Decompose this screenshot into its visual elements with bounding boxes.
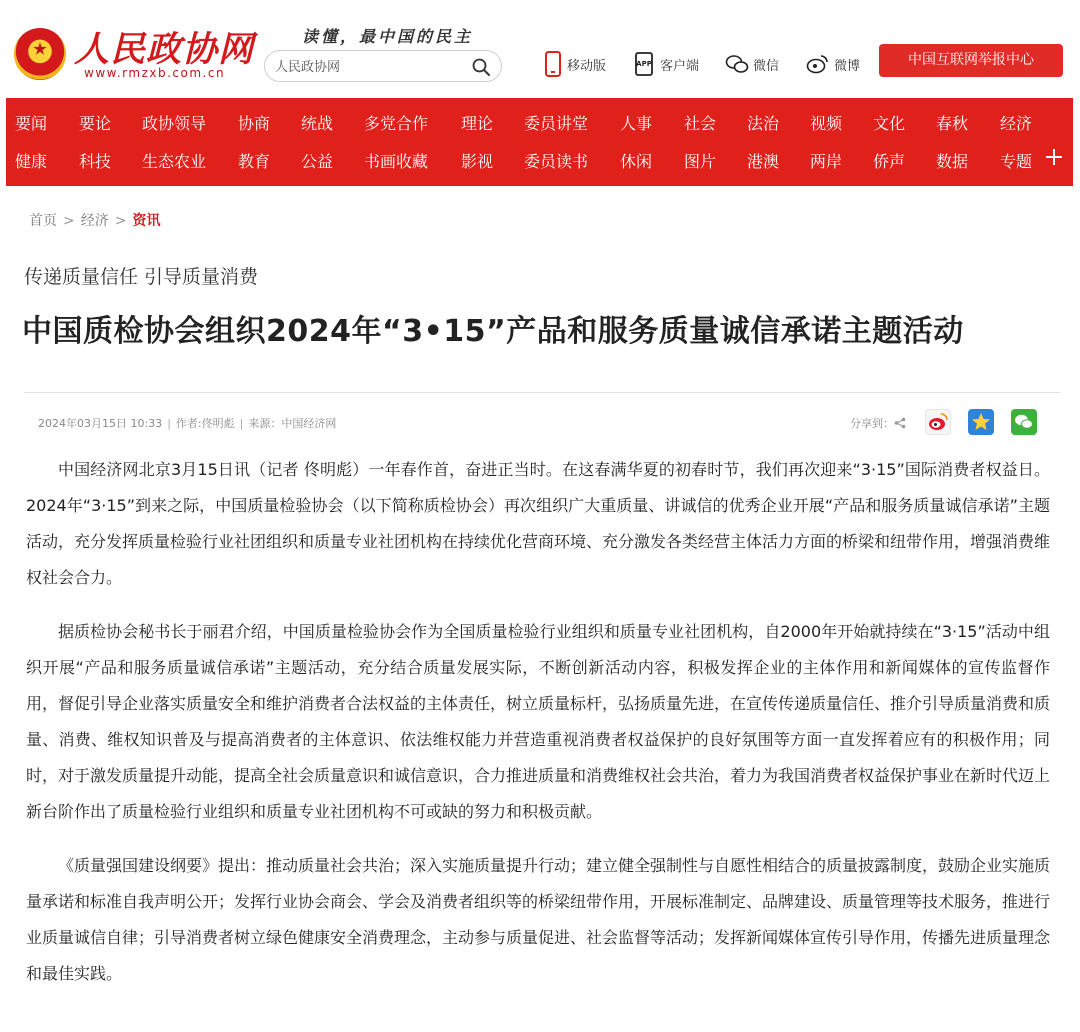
qzone-star-icon	[968, 409, 994, 435]
tool-app-label: 客户端	[660, 58, 700, 74]
logo-name: 人民政协网	[74, 29, 255, 70]
article-paragraph: 《质量强国建设纲要》提出：推动质量社会共治；深入实施质量提升行动；建立健全强制性与自愿性相结合的质量披露制度，鼓励企业实施质量承诺和标准自我声明公开；发挥行业协会商会、学会及消费者组织等的桥梁纽带作用，开展标准制定、品牌建设、质量管理等技术服务，推进行业质量诚信自律；引导消费者树立绿色健康安全消费理念，主动参与质量促进、社会监督等活动；发挥新闻媒体宣传引导作用，传播先进质量理念和最佳实践。	[26, 856, 1051, 983]
share-qzone-button[interactable]	[968, 409, 994, 435]
nav-item[interactable]: 两岸	[810, 152, 843, 171]
article-source: 来源：中国经济网	[248, 417, 337, 430]
tool-app[interactable]	[634, 50, 699, 78]
nav-item[interactable]: 委员读书	[524, 152, 589, 171]
nav-item[interactable]: 健康	[15, 152, 48, 171]
nav-item[interactable]: 委员讲堂	[524, 114, 589, 133]
nav-item[interactable]: 科技	[79, 152, 112, 171]
nav-item[interactable]: 人事	[620, 114, 653, 133]
nav-item[interactable]: 政协领导	[142, 114, 207, 133]
nav-more-plus-icon[interactable]	[1044, 147, 1064, 167]
nav-item[interactable]: 法治	[747, 114, 780, 133]
article-meta: 2024年03月15日 10:33 | 作者:佟明彪 | 来源：中国经济网	[38, 417, 337, 430]
nav-item[interactable]: 要闻	[15, 114, 48, 133]
nav-item[interactable]: 公益	[301, 152, 334, 171]
nav-item[interactable]: 协商	[238, 114, 271, 133]
share-icon	[894, 417, 906, 429]
breadcrumb-home[interactable]: 首页	[29, 213, 57, 229]
nav-item[interactable]: 数据	[936, 152, 969, 171]
nav-row-1	[6, 105, 1073, 143]
nav-item[interactable]: 统战	[301, 114, 334, 133]
share-wechat-button[interactable]	[1011, 409, 1037, 435]
svg-text:APP: APP	[636, 60, 652, 68]
nav-item[interactable]: 影视	[461, 152, 494, 171]
nav-item[interactable]: 经济	[1000, 114, 1033, 133]
nav-item[interactable]: 图片	[684, 152, 717, 171]
nav-item[interactable]: 专题	[1000, 152, 1033, 171]
site-slogan: 读懂，最中国的民主	[302, 27, 474, 46]
article-paragraph: 据质检协会秘书长于丽君介绍，中国质量检验协会作为全国质量检验行业组织和质量专业社团机构，自2000年开始就持续在“3·15”活动中组织开展“产品和服务质量诚信承诺”主题活动，充分结合质量发展实际，不断创新活动内容，积极发挥企业的主体作用和新闻媒体的宣传监督作用，督促引导企业落实质量安全和维护消费者合法权益的主体责任，树立质量标杆，弘扬质量先进，在宣传传递质量信任、推介引导质量消费和质量、消费、维权知识普及与提高消费者的主体意识、依法维权能力并营造重视消费者权益保护的良好氛围等方面一直发挥着应有的积极作用；同时，对于激发质量提升动能，提高全社会质量意识和诚信意识，合力推进质量和消费维权社会共治，着力为我国消费者权益保护事业在新时代迈上新台阶作出了质量检验行业组织和质量专业社团机构不可或缺的努力和积极贡献。	[26, 622, 1051, 821]
tool-weibo[interactable]	[806, 50, 860, 78]
tool-wechat-label: 微信	[753, 58, 780, 74]
tool-mobile[interactable]	[543, 50, 606, 78]
nav-item[interactable]: 视频	[810, 114, 843, 133]
breadcrumb-economy[interactable]: 经济	[80, 213, 109, 229]
cppcc-emblem-icon	[14, 28, 66, 80]
wechat-icon	[1011, 409, 1037, 435]
share-bar	[850, 415, 906, 431]
tool-mobile-label: 移动版	[567, 58, 607, 74]
article-subtitle: 传递质量信任 引导质量消费	[24, 266, 259, 288]
search-input[interactable]	[275, 57, 465, 77]
breadcrumb-separator: >	[63, 213, 75, 229]
nav-item[interactable]: 教育	[238, 152, 271, 171]
share-weibo-button[interactable]	[925, 409, 951, 435]
nav-item[interactable]: 春秋	[936, 114, 969, 133]
wechat-icon	[725, 53, 749, 75]
report-center-button[interactable]: 中国互联网举报中心	[879, 44, 1063, 77]
site-header	[0, 0, 1080, 98]
logo-url: www.rmzxb.com.cn	[84, 66, 226, 80]
article-body	[26, 452, 1050, 1010]
nav-item[interactable]: 港澳	[747, 152, 780, 171]
breadcrumb-separator: >	[114, 213, 127, 229]
article-paragraph: 中国经济网北京3月15日讯（记者 佟明彪）一年春作首，奋进正当时。在这春满华夏的初春时节，我们再次迎来“3·15”国际消费者权益日。2024年“3·15”到来之际，中国质量检验协会（以下简称质检协会）再次组织广大重质量、讲诚信的优秀企业开展“产品和服务质量诚信承诺”主题活动，充分发挥质量检验行业社团组织和质量专业社团机构在持续优化营商环境、充分激发各类经营主体活力方面的桥梁和纽带作用，增强消费维权社会合力。	[26, 460, 1051, 587]
nav-item[interactable]: 理论	[461, 114, 494, 133]
weibo-icon	[926, 410, 950, 434]
nav-item[interactable]: 侨声	[873, 152, 906, 171]
nav-item[interactable]: 书画收藏	[364, 152, 429, 171]
article-author: 作者:佟明彪	[175, 417, 235, 430]
nav-item[interactable]: 休闲	[620, 152, 653, 171]
app-icon	[634, 52, 656, 76]
main-nav	[6, 98, 1073, 186]
nav-item[interactable]: 要论	[79, 114, 112, 133]
mobile-icon	[543, 51, 563, 77]
article-date: 2024年03月15日 10:33	[38, 417, 163, 430]
title-divider	[24, 392, 1060, 393]
nav-item[interactable]: 文化	[873, 114, 906, 133]
search-box	[264, 50, 502, 82]
breadcrumb-current[interactable]: 资讯	[132, 213, 161, 229]
nav-item[interactable]: 生态农业	[142, 152, 207, 171]
search-icon[interactable]	[471, 57, 491, 77]
breadcrumb	[29, 210, 160, 230]
weibo-icon	[806, 53, 830, 75]
tool-weibo-label: 微博	[834, 58, 861, 74]
nav-row-2	[6, 143, 1073, 181]
nav-item[interactable]: 社会	[684, 114, 717, 133]
nav-item[interactable]: 多党合作	[364, 114, 429, 133]
tool-wechat[interactable]	[725, 50, 779, 78]
article-title: 中国质检协会组织2024年“3•15”产品和服务质量诚信承诺主题活动	[22, 314, 964, 349]
share-label: 分享到：	[850, 417, 894, 430]
site-logo[interactable]	[12, 22, 255, 84]
